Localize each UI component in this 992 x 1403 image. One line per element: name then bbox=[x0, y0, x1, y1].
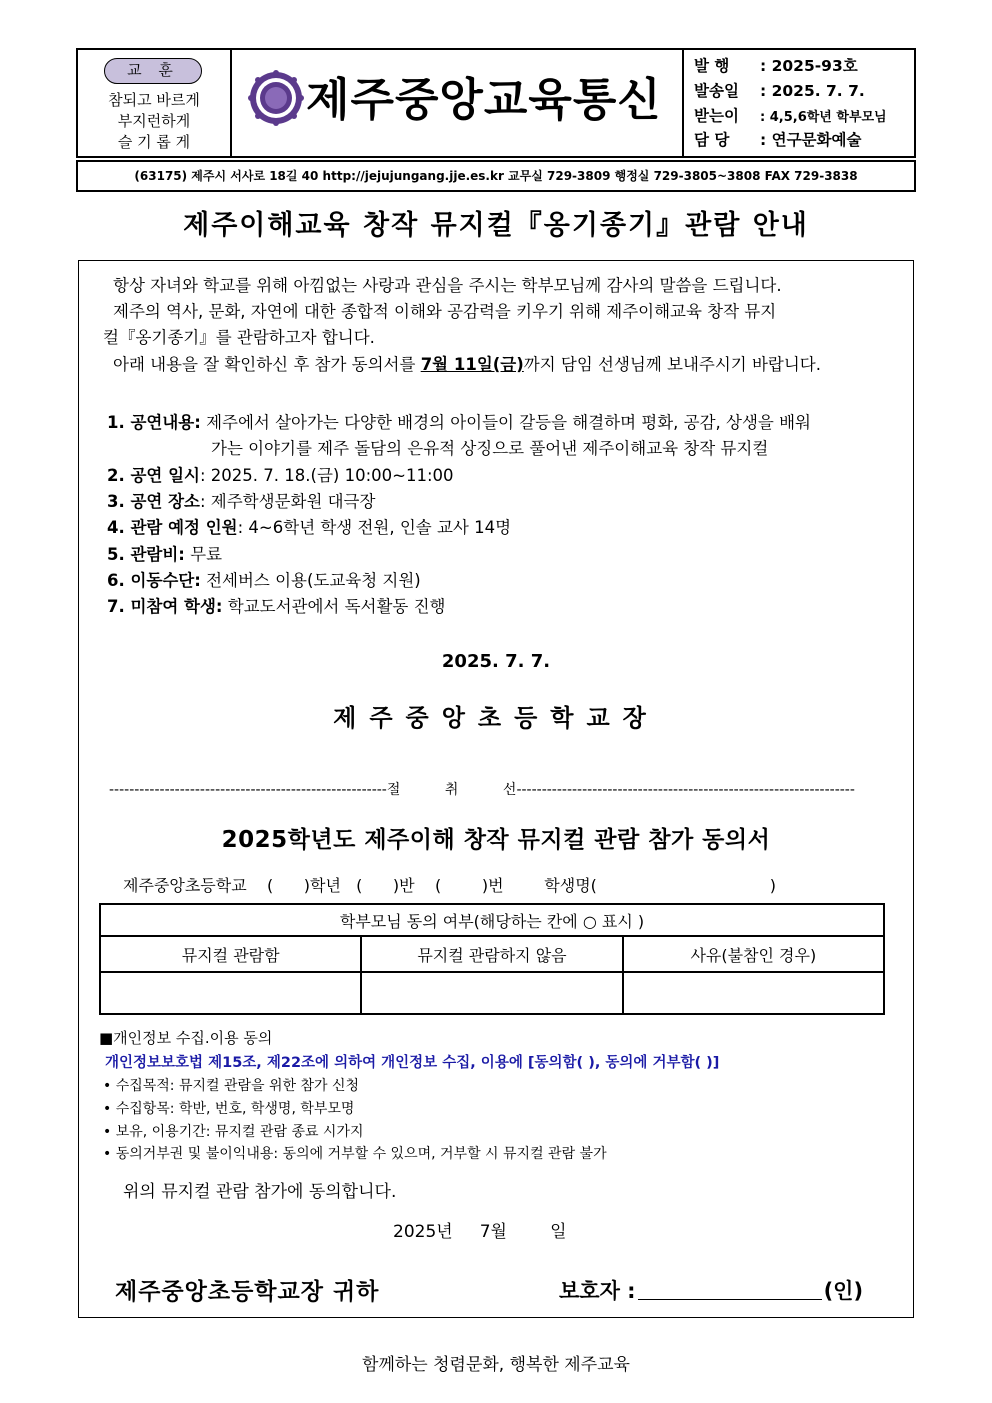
item-attendees bbox=[107, 515, 511, 541]
privacy-bullet-period: • 보유, 이용기간: 뮤지컬 관람 종료 시가지 bbox=[103, 1124, 364, 1140]
intro-line-3: 컬『옹기종기』를 관람하고자 합니다. bbox=[103, 328, 375, 347]
deadline: 7월 11일(금) bbox=[420, 355, 524, 374]
intro-line-4 bbox=[113, 352, 821, 378]
info-label: 담 당 bbox=[694, 131, 730, 149]
signature-date[interactable]: 2025년 7월 일 bbox=[393, 1222, 567, 1242]
guardian-signature-line[interactable] bbox=[638, 1279, 822, 1300]
cut-line bbox=[109, 779, 885, 799]
guardian-signature bbox=[559, 1275, 863, 1305]
item-performance-date bbox=[107, 463, 454, 489]
item-label: 5. 관람비: bbox=[107, 545, 185, 564]
item-transport bbox=[107, 568, 421, 594]
principal-signature: 제주중앙초등학교장 bbox=[333, 704, 659, 732]
agreement-statement: 위의 뮤지컬 관람 참가에 동의합니다. bbox=[123, 1182, 397, 1202]
item-label: 6. 이동수단: bbox=[107, 571, 201, 590]
item-non-participants bbox=[107, 594, 445, 620]
newsletter-header bbox=[76, 48, 916, 158]
info-issue bbox=[694, 56, 858, 76]
cut-dashes-left: ------------------------------------------------------- bbox=[109, 782, 387, 798]
info-value: : 2025. 7. 7. bbox=[760, 82, 865, 100]
item-performance-content-cont: 가는 이야기를 제주 돌담의 은유적 상징으로 풀어낸 제주이해교육 창작 뮤지컬 bbox=[211, 439, 769, 458]
item-text: 제주에서 살아가는 다양한 배경의 아이들이 갈등을 해결하며 평화, 공감, 상생을 배워 bbox=[200, 413, 811, 432]
item-text: : 4~6학년 학생 전원, 인솔 교사 14명 bbox=[237, 518, 512, 537]
newsletter-title-area bbox=[232, 50, 682, 156]
intro-line-2: 제주의 역사, 문화, 자연에 대한 종합적 이해와 공감력을 키우기 위해 제주이해교육 창작 뮤지 bbox=[113, 302, 777, 321]
item-label: 7. 미참여 학생: bbox=[107, 597, 223, 616]
intro-line-4-pre: 아래 내용을 잘 확인하신 후 참가 동의서를 bbox=[113, 355, 421, 374]
motto-line-1: 참되고 바르게 bbox=[108, 91, 200, 109]
privacy-bullet-purpose: • 수집목적: 뮤지컬 관람을 위한 참가 신청 bbox=[103, 1078, 360, 1094]
answer-cell-attend[interactable] bbox=[100, 972, 361, 1014]
newsletter-title: 제주중앙교육통신 bbox=[306, 73, 662, 126]
column-not-attend: 뮤지컬 관람하지 않음 bbox=[361, 936, 622, 972]
item-label: 3. 공연 장소 bbox=[107, 492, 200, 511]
notice-content bbox=[78, 260, 914, 1318]
info-value: : 2025-93호 bbox=[760, 57, 858, 75]
guardian-seal: (인) bbox=[823, 1279, 864, 1303]
intro-line-1: 항상 자녀와 학교를 위해 아낌없는 사랑과 관심을 주시는 학부모님께 감사의 말씀을 드립니다. bbox=[113, 276, 782, 295]
info-label: 발송일 bbox=[694, 82, 739, 100]
consent-table-header-row bbox=[100, 904, 884, 936]
motto-line-2: 부지런하게 bbox=[117, 112, 191, 130]
page-title: 제주이해교육 창작 뮤지컬『옹기종기』관람 안내 bbox=[183, 210, 809, 241]
notice-date: 2025. 7. 7. bbox=[441, 651, 551, 672]
cut-line-label: 절 취 선 bbox=[386, 782, 517, 798]
consent-table-columns bbox=[100, 936, 884, 972]
item-fee bbox=[107, 542, 222, 568]
info-value: : 연구문화예술 bbox=[760, 131, 862, 149]
info-label: 발 행 bbox=[694, 57, 730, 75]
addressee: 제주중앙초등학교장 귀하 bbox=[115, 1279, 380, 1305]
item-performance-content bbox=[107, 410, 811, 436]
consent-form-title: 2025학년도 제주이해 창작 뮤지컬 관람 참가 동의서 bbox=[221, 827, 771, 853]
student-info-line[interactable]: 제주중앙초등학교 ( )학년 ( )반 ( )번 학생명( ) bbox=[123, 876, 777, 895]
consent-table bbox=[99, 903, 885, 1015]
school-motto bbox=[78, 50, 232, 156]
consent-table-header: 학부모님 동의 여부(해당하는 칸에 ○ 표시 ) bbox=[100, 904, 884, 936]
item-text: 무료 bbox=[184, 545, 223, 564]
column-reason: 사유(불참인 경우) bbox=[623, 936, 884, 972]
item-label: 4. 관람 예정 인원 bbox=[107, 518, 238, 537]
item-performance-venue bbox=[107, 489, 375, 515]
info-send-date bbox=[694, 81, 865, 101]
cut-dashes-right: ------------------------------------------------------------------- bbox=[516, 782, 855, 798]
consent-table-answer-row bbox=[100, 972, 884, 1014]
intro-line-4-post: 까지 담임 선생님께 보내주시기 바랍니다. bbox=[523, 355, 821, 374]
answer-cell-reason[interactable] bbox=[623, 972, 884, 1014]
column-attend: 뮤지컬 관람함 bbox=[100, 936, 361, 972]
school-address-bar: (63175) 제주시 서사로 18길 40 http://jejujungang.jje.es.kr 교무실 729-3809 행정실 729-3805~3808 FAX 729-3838 bbox=[76, 160, 916, 192]
privacy-consent-line[interactable]: 개인정보보호법 제15조, 제22조에 의하여 개인정보 수집, 이용에 [동의함( ), 동의에 거부함( )] bbox=[105, 1055, 720, 1071]
info-recipient bbox=[694, 106, 887, 128]
school-logo-icon bbox=[248, 70, 304, 126]
privacy-heading: ■개인정보 수집.이용 동의 bbox=[99, 1029, 273, 1047]
privacy-bullet-refusal: • 동의거부권 및 불이익내용: 동의에 거부할 수 있으며, 거부할 시 뮤지컬 관람 불가 bbox=[103, 1146, 607, 1162]
info-label: 받는이 bbox=[694, 107, 739, 125]
item-label: 1. 공연내용: bbox=[107, 413, 201, 432]
item-text: 전세버스 이용(도교육청 지원) bbox=[200, 571, 421, 590]
item-text: : 2025. 7. 18.(금) 10:00~11:00 bbox=[200, 466, 454, 485]
item-text: 학교도서관에서 독서활동 진행 bbox=[222, 597, 446, 616]
item-label: 2. 공연 일시 bbox=[107, 466, 200, 485]
issue-info bbox=[682, 50, 914, 156]
answer-cell-not-attend[interactable] bbox=[361, 972, 622, 1014]
motto-line-3: 슬 기 롭 게 bbox=[117, 133, 191, 151]
motto-badge: 교 훈 bbox=[104, 58, 202, 84]
info-value: : 4,5,6학년 학부모님 bbox=[760, 110, 887, 125]
footer-slogan: 함께하는 청렴문화, 행복한 제주교육 bbox=[362, 1355, 630, 1375]
item-text: : 제주학생문화원 대극장 bbox=[200, 492, 376, 511]
info-department bbox=[694, 130, 861, 150]
privacy-bullet-items: • 수집항목: 학반, 번호, 학생명, 학부모명 bbox=[103, 1101, 355, 1117]
guardian-label: 보호자 : bbox=[559, 1279, 636, 1303]
